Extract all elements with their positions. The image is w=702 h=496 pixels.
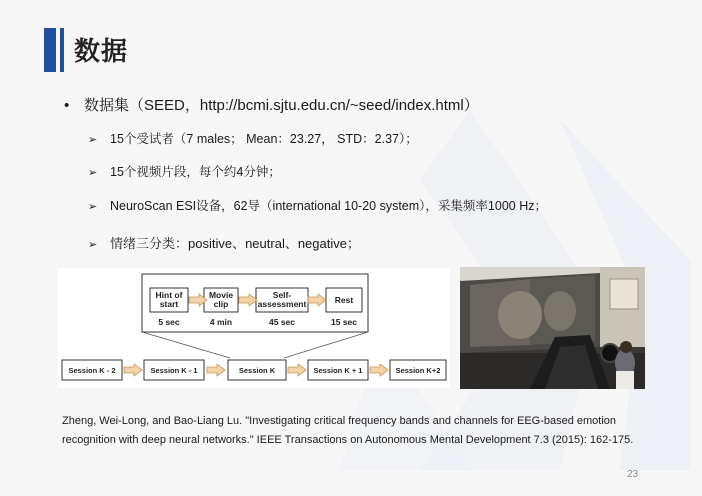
arrow-bullet-icon: ➢	[88, 239, 98, 251]
connector-line	[142, 332, 230, 358]
arrow-bullet-icon: ➢	[88, 134, 98, 146]
step-label: Rest	[334, 295, 354, 305]
sub-item	[88, 129, 418, 147]
bullet-dot: •	[64, 97, 70, 114]
sub-item-text: 15个受试者（7 males； Mean：23.27， STD：2.37）；	[110, 132, 418, 146]
session-arrow	[207, 364, 225, 376]
sub-item-text: NeuroScan ESI设备，62导（international 10-20 system），采集频率1000 Hz；	[110, 199, 547, 213]
title-accent-bar-thin	[60, 28, 64, 72]
main-bullet-text: 数据集（SEED，http://bcmi.sjtu.edu.cn/~seed/index.html）	[84, 97, 479, 114]
arrow-bullet-icon: ➢	[88, 167, 98, 179]
step-label: Hint of	[155, 290, 183, 300]
session-arrow	[124, 364, 142, 376]
step-label: clip	[213, 299, 229, 309]
step-duration: 45 sec	[269, 317, 295, 327]
session-arrow	[288, 364, 306, 376]
sub-item-text: 情绪三分类：positive、neutral、negative；	[110, 236, 360, 251]
session-label: Session K - 2	[68, 366, 116, 375]
step-duration: 15 sec	[331, 317, 357, 327]
sub-item	[88, 196, 547, 214]
experiment-protocol-diagram	[58, 268, 450, 388]
step-label: assessment	[257, 299, 307, 309]
title-accent-bar	[44, 28, 56, 72]
experiment-setup-photo	[460, 267, 645, 389]
sub-item	[88, 162, 281, 180]
step-duration: 4 min	[209, 317, 233, 327]
step-label: Movie	[208, 290, 234, 300]
page-number: 23	[627, 469, 639, 480]
session-label: Session K + 1	[313, 366, 363, 375]
main-bullet	[64, 94, 479, 115]
step-label: start	[159, 299, 179, 309]
sub-item	[88, 233, 360, 252]
session-label: Session K+2	[395, 366, 441, 375]
session-arrow	[370, 364, 388, 376]
sub-item-text: 15个视频片段，每个约4分钟；	[110, 165, 281, 179]
step-label: Self-	[272, 290, 292, 300]
session-label: Session K	[238, 366, 276, 375]
step-duration: 5 sec	[158, 317, 180, 327]
arrow-bullet-icon: ➢	[88, 201, 98, 213]
slide-title: 数据	[74, 37, 129, 67]
connector-line	[284, 332, 368, 358]
session-label: Session K - 1	[150, 366, 198, 375]
citation-text: Zheng, Wei-Long, and Bao-Liang Lu. "Investigating critical frequency bands and channels for EEG-based emotion recognition with deep neural networks." IEEE Transactions on Autonomous Mental Development 7.3 (2015): 162-175.	[62, 415, 634, 446]
